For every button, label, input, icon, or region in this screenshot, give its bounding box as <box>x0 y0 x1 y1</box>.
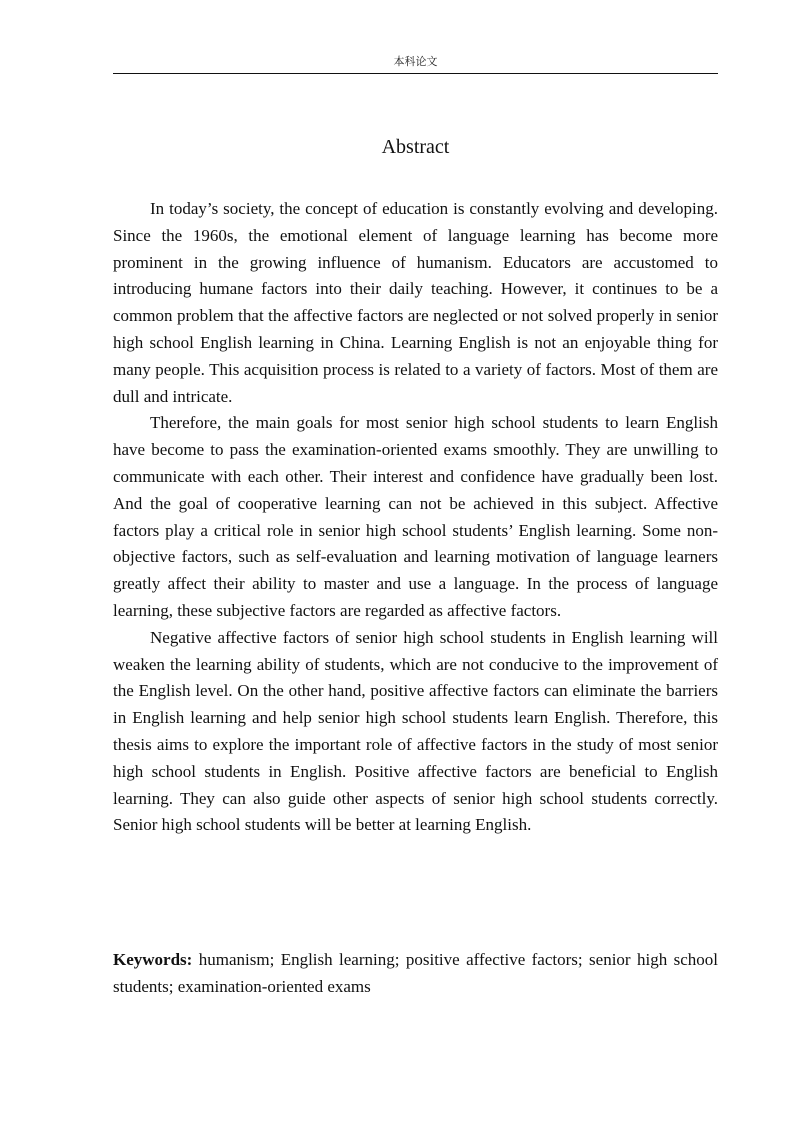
abstract-title: Abstract <box>381 136 450 158</box>
header-rule <box>113 73 718 74</box>
abstract-paragraph-3: Negative affective factors of senior high school students in English learning will weaken the learning ability of students, which are not conducive to the improvement of the English level. On the other hand, positive affective factors can eliminate the barriers in English learning and help senior high school students learn English. Therefore, this thesis aims to explore the important role of affective factors in the study of most senior high school students in English. Positive affective factors are beneficial to English learning. They can also guide other aspects of senior high school students correctly. Senior high school students will be better at learning English. <box>113 627 718 835</box>
keywords-text: humanism; English learning; positive affective factors; senior high school students; examination-oriented exams <box>113 950 718 996</box>
abstract-paragraph-1: In today’s society, the concept of education is constantly evolving and developing. Since the 1960s, the emotional element of language learning has become more prominent in the growing influence of humanism. Educators are accustomed to introducing humane factors into their daily teaching. However, it continues to be a common problem that the affective factors are neglected or not solved properly in senior high school English learning in China. Learning English is not an enjoyable thing for many people. This acquisition process is related to a variety of factors. Most of them are dull and intricate. <box>113 199 718 406</box>
keywords-label: Keywords: <box>113 950 193 969</box>
keywords-section <box>113 947 718 1001</box>
abstract-paragraph-2: Therefore, the main goals for most senior high school students to learn English have become to pass the examination-oriented exams smoothly. They are unwilling to communicate with each other. Their interest and confidence have gradually been lost. And the goal of cooperative learning can not be achieved in this subject. Affective factors play a critical role in senior high school students’ English learning. Some non-objective factors, such as self-evaluation and learning motivation of language learners greatly affect their ability to master and use a language. In the process of language learning, these subjective factors are regarded as affective factors. <box>113 413 718 620</box>
abstract-body <box>113 196 718 839</box>
running-head: 本科论文 <box>393 55 438 68</box>
